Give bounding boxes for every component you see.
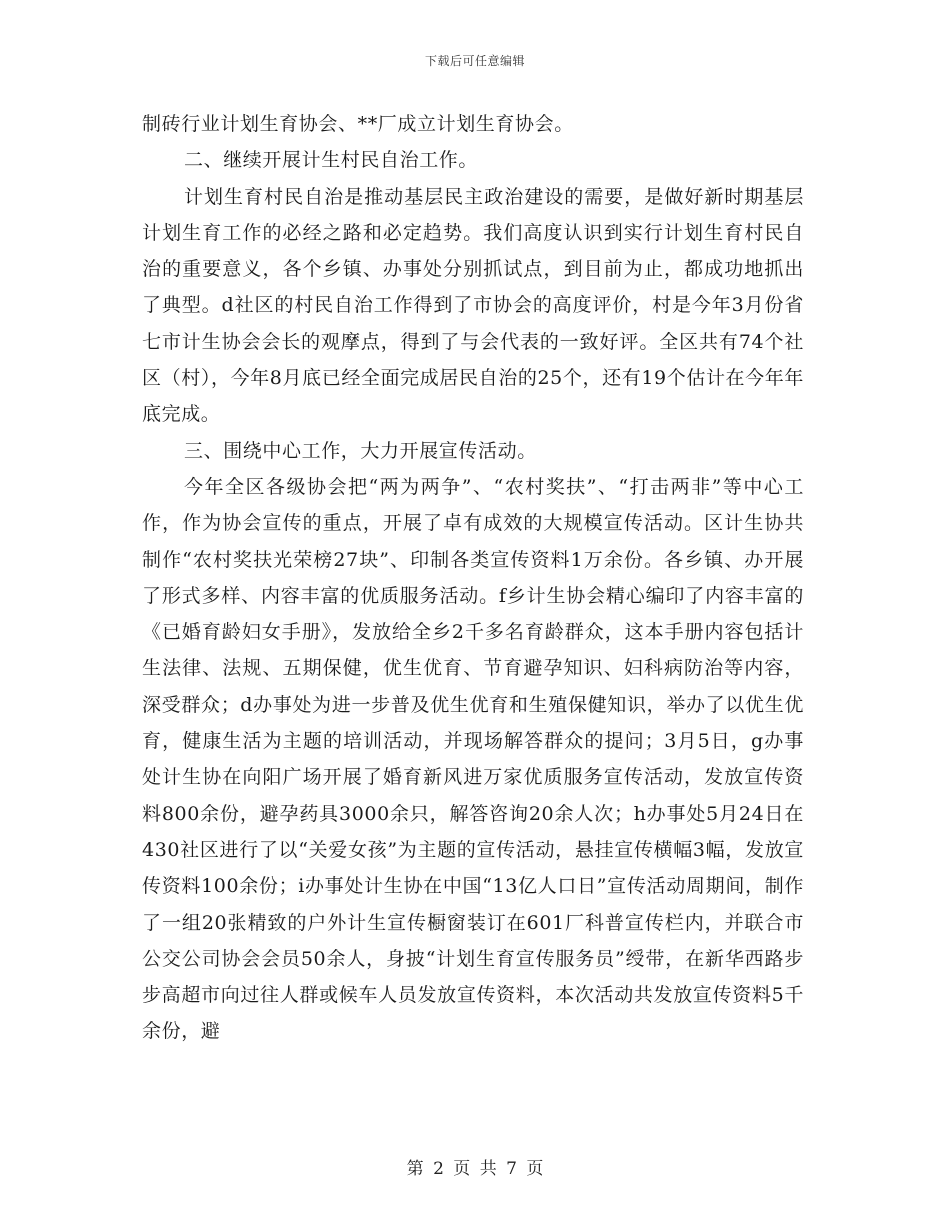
paragraph-village-autonomy: 计划生育村民自治是推动基层民主政治建设的需要，是做好新时期基层计划生育工作的必经之路和必定趋势。我们高度认识到实行计划生育村民自治的重要意义，各个乡镇、办事处分别抓试点，到目前为止，都成功地抓出了典型。d社区的村民自治工作得到了市协会的高度评价，村是今年3月份省七市计生协会会长的观摩点，得到了与会代表的一致好评。全区共有74个社区（村），今年8月底已经全面完成居民自治的25个，还有19个估计在今年年底完成。	[142, 185, 804, 426]
header-note: 下载后可任意编辑	[424, 54, 525, 68]
paragraph-continuation: 制砖行业计划生育协会、**厂成立计划生育协会。	[142, 113, 574, 135]
paragraph-publicity-activities: 今年全区各级协会把“两为两争”、“农村奖扶”、“打击两非”等中心工作，作为协会宣传的重点，开展了卓有成效的大规模宣传活动。区计生协共制作“农村奖扶光荣榜27块”、印制各类宣传资料1万余份。各乡镇、办开展了形式多样、内容丰富的优质服务活动。f乡计生协会精心编印了内容丰富的《已婚育龄妇女手册》，发放给全乡2千多名育龄群众，这本手册内容包括计生法律、法规、五期保健，优生优育、节育避孕知识、妇科病防治等内容，深受群众；d办事处为进一步普及优生优育和生殖保健知识，举办了以优生优育，健康生活为主题的培训活动，并现场解答群众的提问；3月5日，g办事处计生协在向阳广场开展了婚育新风进万家优质服务宣传活动，发放宣传资料800余份，避孕药具3000余只，解答咨询20余人次；h办事处5月24日在430社区进行了以“关爱女孩”为主题的宣传活动，悬挂宣传横幅3幅，发放宣传资料100余份；i办事处计生协在中国“13亿人口日”宣传活动周期间，制作了一组20张精致的户外计生宣传橱窗装订在601厂科普宣传栏内，并联合市公交公司协会会员50余人，身披“计划生育宣传服务员”绶带，在新华西路步步高超市向过往人群或候车人员发放宣传资料，本次活动共发放宣传资料5千余份，避	[142, 475, 804, 1043]
document-body	[142, 106, 804, 1050]
section-heading-2: 二、继续开展计生村民自治工作。	[184, 149, 479, 172]
section-heading-3: 三、围绕中心工作，大力开展宣传活动。	[184, 439, 537, 462]
page-number-footer: 第 2 页 共 7 页	[406, 1159, 544, 1179]
